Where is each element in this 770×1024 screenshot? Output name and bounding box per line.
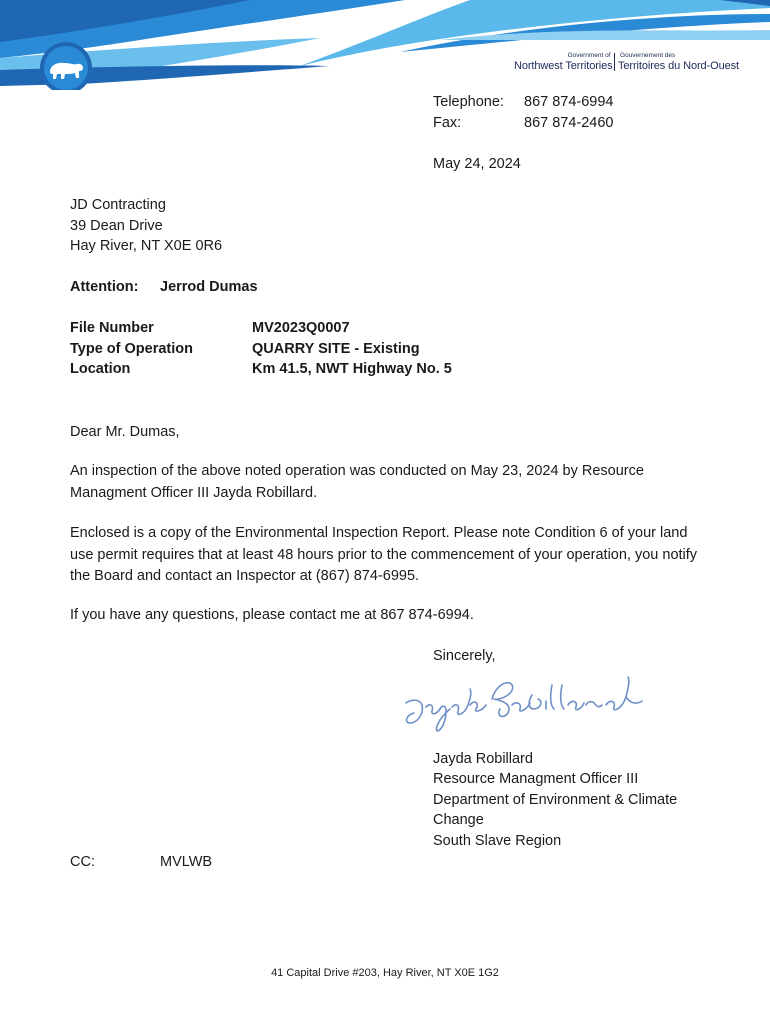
cc-label: CC: — [70, 854, 95, 870]
signatory-department-line2: Change — [433, 812, 484, 828]
fax-value: 867 874-2460 — [524, 115, 614, 131]
detail-value-file-number: MV2023Q0007 — [252, 320, 350, 336]
detail-label-location: Location — [70, 361, 131, 377]
recipient-name: JD Contracting — [70, 197, 166, 213]
letterhead-wave-graphic — [0, 0, 770, 90]
gov-divider — [614, 53, 615, 71]
recipient-street: 39 Dean Drive — [70, 218, 163, 234]
detail-label-operation: Type of Operation — [70, 341, 193, 357]
gov-en-name: Northwest Territories — [514, 60, 613, 72]
detail-label-file-number: File Number — [70, 320, 154, 336]
detail-value-operation: QUARRY SITE - Existing — [252, 341, 420, 357]
polar-bear-icon — [46, 56, 86, 82]
attention-label: Attention: — [70, 279, 139, 295]
cc-value: MVLWB — [160, 854, 213, 870]
salutation: Dear Mr. Dumas, — [70, 424, 180, 440]
body-paragraph-2: Enclosed is a copy of the Environmental Inspection Report. Please note Condition 6 of your land use permit requires that at least 48 hours prior to the commencement of your operation, you notify the Board and contact an Inspector at (867) 874-6995. — [70, 525, 698, 584]
attention-value: Jerrod Dumas — [160, 279, 258, 295]
telephone-label: Telephone: — [433, 94, 504, 110]
gov-en-small: Government of — [567, 52, 611, 59]
telephone-value: 867 874-6994 — [524, 94, 614, 110]
signatory-title: Resource Managment Officer III — [433, 771, 639, 787]
letter-date: May 24, 2024 — [433, 156, 521, 172]
footer-address: 41 Capital Drive #203, Hay River, NT X0E 1G2 — [271, 967, 499, 979]
closing: Sincerely, — [433, 648, 496, 664]
letterhead — [0, 0, 770, 90]
signatory-region: South Slave Region — [433, 833, 562, 849]
handwritten-signature — [400, 675, 650, 737]
detail-value-location: Km 41.5, NWT Highway No. 5 — [252, 361, 452, 377]
signatory-department-line1: Department of Environment & Climate — [433, 792, 678, 808]
signatory-name: Jayda Robillard — [433, 751, 533, 767]
fax-label: Fax: — [433, 115, 462, 131]
gov-fr-name: Territoires du Nord-Ouest — [618, 60, 739, 72]
body-paragraph-1: An inspection of the above noted operation was conducted on May 23, 2024 by Resource Managment Officer III Jayda Robillard. — [70, 463, 644, 501]
recipient-city: Hay River, NT X0E 0R6 — [70, 238, 223, 254]
gov-fr-small: Gouvernement des — [620, 52, 676, 59]
body-paragraph-3: If you have any questions, please contact me at 867 874-6994. — [70, 607, 474, 623]
